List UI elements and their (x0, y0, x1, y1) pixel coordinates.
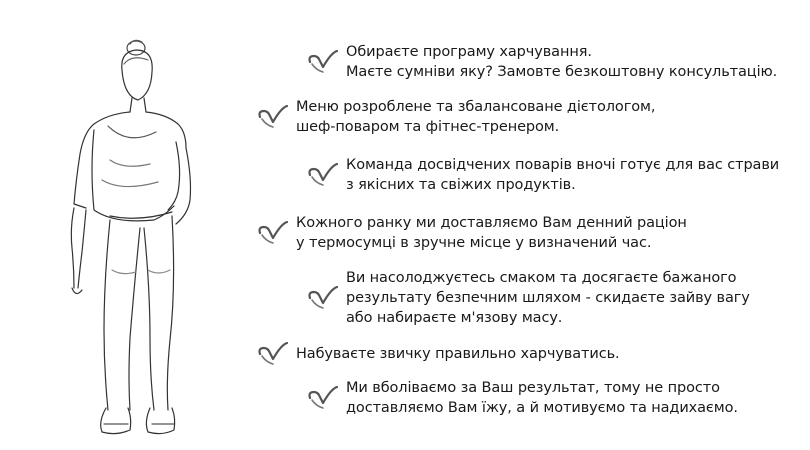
item-text (346, 378, 738, 418)
list-item (306, 155, 779, 195)
list-item (306, 42, 777, 82)
item-line: результату безпечним шляхом - скидаєте зайву вагу (346, 290, 750, 306)
heart-check-icon (306, 163, 338, 187)
woman-sketch-illustration (50, 30, 230, 445)
item-line: Команда досвідчених поварів вночі готує для вас страви (346, 157, 780, 173)
list-item (256, 97, 655, 137)
item-line: Набуваєте звичку правильно харчуватись. (296, 346, 620, 362)
item-line: з якісних та свіжих продуктів. (346, 177, 576, 193)
item-line: Кожного ранку ми доставляємо Вам денний раціон (296, 215, 687, 231)
item-line: Ми вболіваємо за Ваш результат, тому не просто (346, 380, 720, 396)
item-text (346, 268, 750, 328)
item-line: шеф-поваром та фітнес-тренером. (296, 119, 560, 135)
item-line: Меню розроблене та збалансоване дієтологом, (296, 99, 656, 115)
item-text (346, 42, 777, 82)
list-item (256, 213, 687, 253)
heart-check-icon (256, 221, 288, 245)
item-text (346, 155, 779, 195)
item-text (296, 344, 620, 364)
item-line: Обираєте програму харчування. (346, 44, 592, 60)
item-line: Маєте сумніви яку? Замовте безкоштовну консультацію. (346, 64, 778, 80)
item-line: Ви насолоджуєтесь смаком та досягаєте бажаного (346, 270, 737, 286)
item-text (296, 97, 655, 137)
item-line: у термосумці в зручне місце у визначений час. (296, 235, 652, 251)
item-line: або набираєте м'язову масу. (346, 310, 563, 326)
heart-check-icon (306, 286, 338, 310)
list-item (256, 342, 620, 366)
heart-check-icon (256, 342, 288, 366)
heart-check-icon (256, 105, 288, 129)
heart-check-icon (306, 386, 338, 410)
item-text (296, 213, 687, 253)
list-item (306, 268, 750, 328)
heart-check-icon (306, 50, 338, 74)
item-line: доставляємо Вам їжу, а й мотивуємо та надихаємо. (346, 400, 738, 416)
list-item (306, 378, 738, 418)
